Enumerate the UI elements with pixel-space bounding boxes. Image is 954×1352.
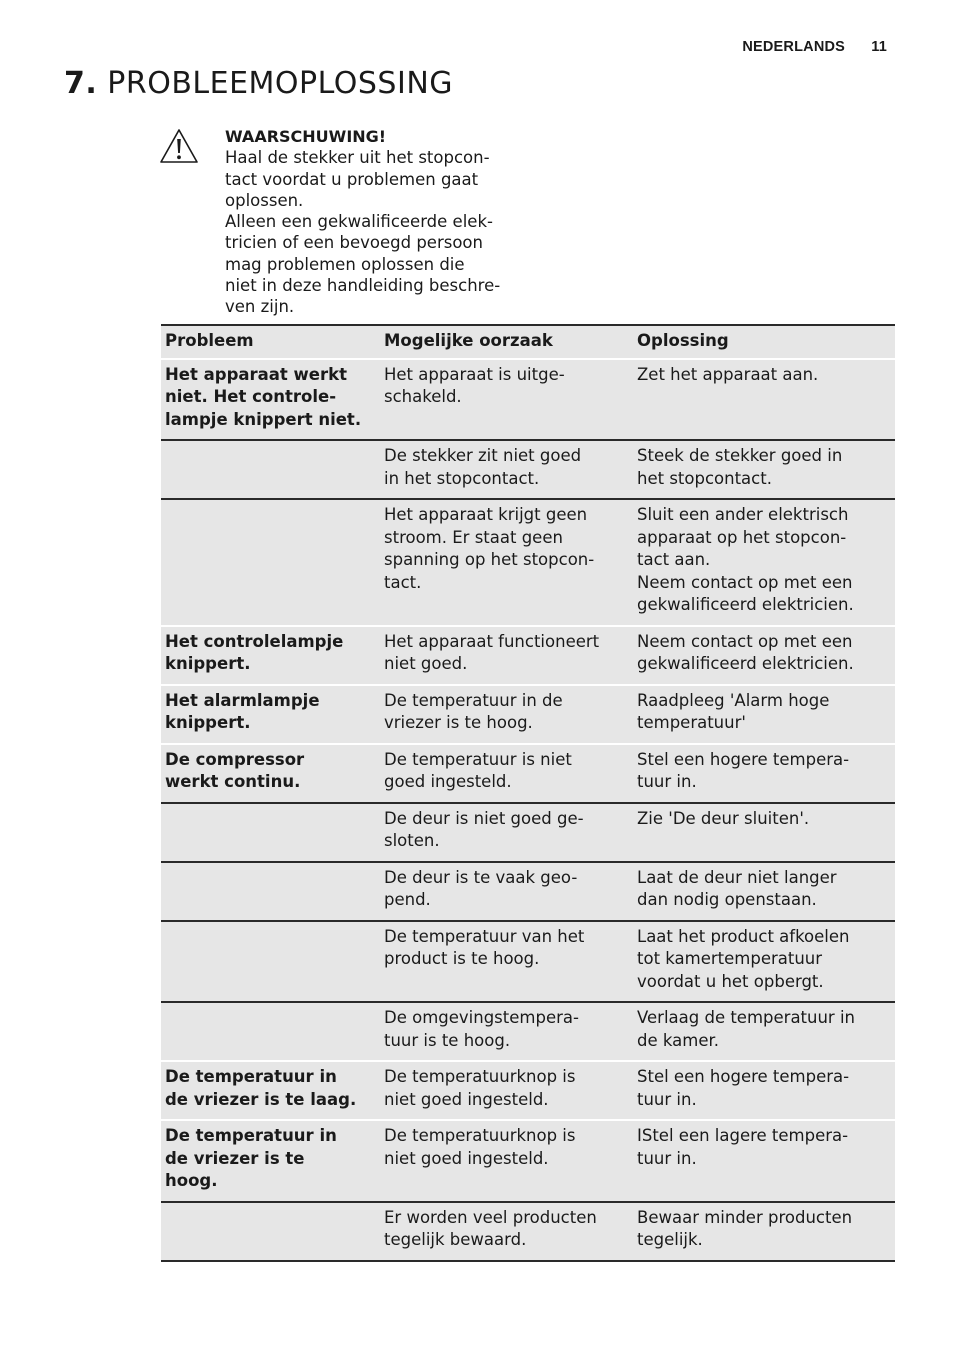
cell-line: De stekker zit niet goed: [384, 446, 582, 465]
cell-line: tegelijk bewaard.: [384, 1230, 527, 1249]
cell-line: Het apparaat werkt: [165, 364, 347, 384]
cell-line: Zie 'De deur sluiten'.: [637, 808, 810, 828]
cell-line: spanning op het stopcon-: [384, 550, 595, 569]
warning-triangle-icon: [159, 128, 199, 164]
problem-cell: [161, 921, 380, 1003]
warning-line: oplossen.: [225, 190, 304, 210]
warning-line: Haal de stekker uit het stopcon-: [225, 148, 490, 168]
cell-line: De temperatuur is niet: [384, 749, 572, 769]
problem-cell: [161, 359, 380, 441]
troubleshooting-table: [161, 324, 895, 1262]
table-row: [161, 499, 895, 626]
cell-line: Het alarmlampje: [165, 690, 320, 710]
problem-cell: [161, 685, 380, 744]
cell-line: De omgevingstempera-: [384, 1008, 579, 1027]
warning-line: tact voordat u problemen gaat: [225, 169, 479, 189]
table-row: [161, 626, 895, 685]
cell-line: Bewaar minder producten: [637, 1207, 853, 1227]
cell-line: De temperatuur in: [165, 1126, 337, 1145]
problem-cell: [161, 499, 380, 626]
page-header: [742, 39, 887, 55]
cell-line: Laat het product afkoelen: [637, 926, 850, 946]
table-row: [161, 1120, 895, 1202]
cell-line: voordat u het opbergt.: [637, 971, 824, 991]
cell-line: tuur in.: [637, 1089, 697, 1109]
cause-cell: [380, 440, 633, 499]
cell-line: tot kamertemperatuur: [637, 949, 823, 968]
cause-cell: [380, 626, 633, 685]
cell-line: gekwalificeerd elektricien.: [637, 654, 854, 673]
cell-line: Het apparaat is uitge-: [384, 364, 565, 384]
column-header-problem: Probleem: [161, 325, 380, 359]
cell-line: tegelijk.: [637, 1230, 703, 1249]
cell-line: pend.: [384, 890, 431, 909]
warning-line: mag problemen oplossen die: [225, 254, 465, 274]
cell-line: Stel een hogere tempera-: [637, 749, 850, 769]
solution-cell: [633, 862, 895, 921]
problem-cell: [161, 1120, 380, 1202]
problem-cell: [161, 1202, 380, 1261]
problem-cell: [161, 803, 380, 862]
cell-line: Er worden veel producten: [384, 1207, 597, 1227]
cell-line: Stel een hogere tempera-: [637, 1067, 850, 1086]
problem-cell: [161, 862, 380, 921]
cell-line: De temperatuurknop is: [384, 1126, 576, 1145]
table-row: [161, 921, 895, 1003]
cell-line: gekwalificeerd elektricien.: [637, 595, 854, 614]
cell-line: de vriezer is te laag.: [165, 1089, 357, 1109]
problem-cell: [161, 626, 380, 685]
solution-cell: [633, 440, 895, 499]
cell-line: niet. Het controle-: [165, 387, 337, 406]
cell-line: tact.: [384, 572, 422, 592]
warning-block: [225, 126, 525, 318]
cause-cell: [380, 1120, 633, 1202]
cell-line: knippert.: [165, 713, 251, 732]
table-row: [161, 744, 895, 803]
column-header-cause: Mogelijke oorzaak: [380, 325, 633, 359]
warning-line: tricien of een bevoegd persoon: [225, 233, 483, 253]
solution-cell: [633, 921, 895, 1003]
cell-line: Steek de stekker goed in: [637, 446, 843, 465]
cause-cell: [380, 744, 633, 803]
cause-cell: [380, 862, 633, 921]
cause-cell: [380, 1002, 633, 1061]
cell-line: tuur in.: [637, 1148, 697, 1168]
cell-line: De compressor: [165, 749, 305, 769]
warning-line: niet in deze handleiding beschre-: [225, 276, 501, 296]
cell-line: Het controlelampje: [165, 631, 344, 651]
cell-line: stroom. Er staat geen: [384, 527, 563, 547]
cell-line: tuur in.: [637, 772, 697, 791]
cause-cell: [380, 921, 633, 1003]
table-row: [161, 359, 895, 441]
header-language: NEDERLANDS: [742, 39, 846, 55]
cell-line: vriezer is te hoog.: [384, 713, 533, 732]
cell-line: tact aan.: [637, 550, 711, 569]
table-row: [161, 1202, 895, 1261]
cell-line: Neem contact op met een: [637, 572, 853, 592]
warning-line: Alleen een gekwalificeerde elek-: [225, 212, 493, 232]
table-row: [161, 862, 895, 921]
warning-line: ven zijn.: [225, 297, 295, 317]
problem-cell: [161, 744, 380, 803]
problem-cell: [161, 1061, 380, 1120]
cell-line: de vriezer is te: [165, 1148, 305, 1168]
cell-line: De temperatuur van het: [384, 926, 585, 946]
cell-line: knippert.: [165, 654, 251, 673]
section-title-text: PROBLEEMOPLOSSING: [107, 66, 454, 101]
cell-line: Neem contact op met een: [637, 631, 853, 651]
solution-cell: [633, 1002, 895, 1061]
problem-cell: [161, 1002, 380, 1061]
cell-line: Laat de deur niet langer: [637, 867, 837, 887]
cell-line: Verlaag de temperatuur in: [637, 1008, 856, 1027]
cell-line: Sluit een ander elektrisch: [637, 505, 849, 524]
cause-cell: [380, 499, 633, 626]
cell-line: niet goed ingesteld.: [384, 1089, 549, 1109]
cell-line: goed ingesteld.: [384, 772, 512, 791]
table-row: [161, 803, 895, 862]
solution-cell: [633, 626, 895, 685]
table-header-row: [161, 325, 895, 359]
cause-cell: [380, 1061, 633, 1120]
cell-line: sloten.: [384, 831, 440, 850]
solution-cell: [633, 359, 895, 441]
cell-line: tuur is te hoog.: [384, 1030, 511, 1050]
cell-line: in het stopcontact.: [384, 468, 540, 488]
solution-cell: [633, 1061, 895, 1120]
table-row: [161, 1002, 895, 1061]
cell-line: De deur is te vaak geo-: [384, 867, 578, 887]
cause-cell: [380, 1202, 633, 1261]
solution-cell: [633, 744, 895, 803]
solution-cell: [633, 685, 895, 744]
cell-line: IStel een lagere tempera-: [637, 1126, 849, 1145]
cause-cell: [380, 685, 633, 744]
table-row: [161, 1061, 895, 1120]
table-body: [161, 359, 895, 1261]
section-number: 7.: [64, 66, 98, 101]
table-row: [161, 440, 895, 499]
cell-line: niet goed ingesteld.: [384, 1148, 549, 1168]
solution-cell: [633, 1202, 895, 1261]
cell-line: lampje knippert niet.: [165, 409, 362, 429]
cell-line: De temperatuur in de: [384, 690, 563, 710]
cell-line: temperatuur': [637, 713, 746, 732]
problem-cell: [161, 440, 380, 499]
cell-line: het stopcontact.: [637, 468, 772, 488]
page-number: 11: [871, 39, 887, 55]
cell-line: de kamer.: [637, 1030, 719, 1050]
cell-line: De temperatuur in: [165, 1067, 337, 1086]
solution-cell: [633, 499, 895, 626]
cell-line: schakeld.: [384, 387, 462, 406]
warning-title: WAARSCHUWING!: [225, 127, 387, 146]
column-header-solution: Oplossing: [633, 325, 895, 359]
cell-line: De deur is niet goed ge-: [384, 808, 584, 828]
cell-line: De temperatuurknop is: [384, 1067, 576, 1086]
cause-cell: [380, 359, 633, 441]
cell-line: dan nodig openstaan.: [637, 890, 817, 909]
solution-cell: [633, 1120, 895, 1202]
cell-line: apparaat op het stopcon-: [637, 527, 847, 547]
solution-cell: [633, 803, 895, 862]
cell-line: hoog.: [165, 1171, 218, 1190]
cell-line: Het apparaat krijgt geen: [384, 505, 588, 524]
section-title: [64, 66, 453, 101]
cause-cell: [380, 803, 633, 862]
cell-line: Het apparaat functioneert: [384, 631, 600, 651]
cell-line: werkt continu.: [165, 772, 301, 791]
cell-line: Raadpleeg 'Alarm hoge: [637, 690, 830, 710]
cell-line: niet goed.: [384, 654, 468, 673]
cell-line: product is te hoog.: [384, 949, 540, 968]
cell-line: Zet het apparaat aan.: [637, 364, 819, 384]
table-row: [161, 685, 895, 744]
